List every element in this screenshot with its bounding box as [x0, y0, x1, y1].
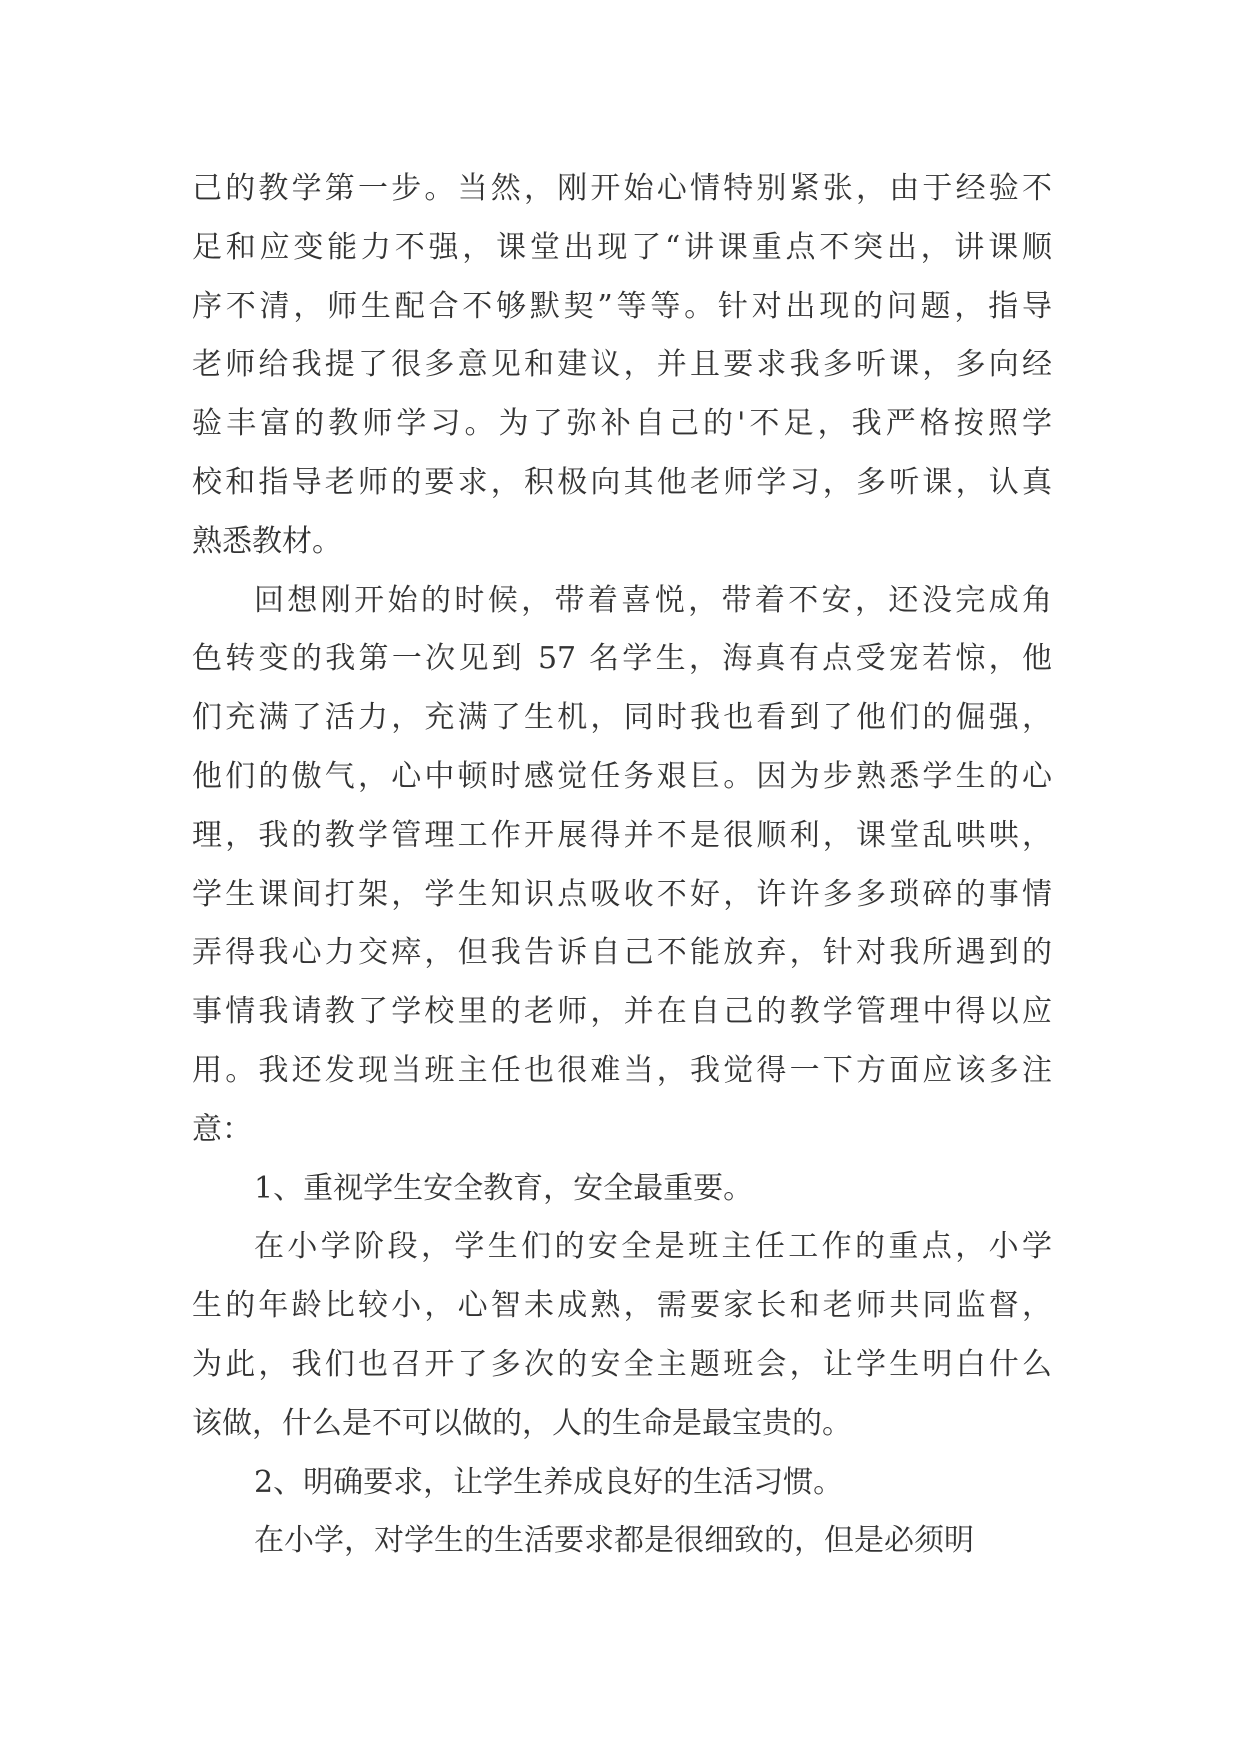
text-line: 生的年龄比较小，心智未成熟，需要家长和老师共同监督，	[192, 1288, 1052, 1324]
text-line: 足和应变能力不强，课堂出现了“讲课重点不突出，讲课顺	[192, 229, 1052, 265]
document-body	[192, 160, 1052, 1571]
text-line: 为此，我们也召开了多次的安全主题班会，让学生明白什么	[192, 1346, 1052, 1382]
text-line: 熟悉教材。	[192, 523, 342, 559]
paragraph-6	[192, 1512, 1052, 1571]
text-line: 事情我请教了学校里的老师，并在自己的教学管理中得以应	[192, 994, 1052, 1030]
text-line: 校和指导老师的要求，积极向其他老师学习，多听课，认真	[192, 464, 1052, 500]
text-line: 用。我还发现当班主任也很难当，我觉得一下方面应该多注	[192, 1052, 1052, 1088]
text-line: 己的教学第一步。当然，刚开始心情特别紧张，由于经验不	[192, 171, 1052, 206]
paragraph-2	[192, 572, 1052, 1160]
text-line: 学生课间打架，学生知识点吸收不好，许许多多琐碎的事情	[192, 876, 1052, 912]
section-heading: 1、重视学生安全教育，安全最重要。	[254, 1170, 754, 1206]
text-line: 该做，什么是不可以做的，人的生命是最宝贵的。	[192, 1405, 852, 1441]
paragraph-4	[192, 1218, 1052, 1453]
text-line: 理，我的教学管理工作开展得并不是很顺利，课堂乱哄哄，	[192, 817, 1052, 853]
text-line: 回想刚开始的时候，带着喜悦，带着不安，还没完成角	[254, 582, 1052, 618]
text-line: 序不清，师生配合不够默契”等等。针对出现的问题，指导	[192, 288, 1052, 324]
text-line: 在小学阶段，学生们的安全是班主任工作的重点，小学	[254, 1229, 1052, 1265]
text-line: 们充满了活力，充满了生机，同时我也看到了他们的倔强，	[192, 700, 1052, 736]
text-line: 意：	[192, 1111, 252, 1147]
text-line: 验丰富的教师学习。为了弥补自己的'不足，我严格按照学	[192, 406, 1052, 442]
text-line: 色转变的我第一次见到 57 名学生，海真有点受宠若惊，他	[192, 641, 1052, 677]
text-line: 老师给我提了很多意见和建议，并且要求我多听课，多向经	[192, 347, 1052, 383]
text-line: 弄得我心力交瘁，但我告诉自己不能放弃，针对我所遇到的	[192, 935, 1052, 971]
section-heading: 2、明确要求，让学生养成良好的生活习惯。	[254, 1464, 844, 1500]
text-line: 在小学，对学生的生活要求都是很细致的，但是必须明	[254, 1523, 974, 1559]
paragraph-3-heading	[192, 1160, 1052, 1219]
paragraph-5-heading	[192, 1454, 1052, 1513]
paragraph-1	[192, 160, 1052, 572]
text-line: 他们的傲气，心中顿时感觉任务艰巨。因为步熟悉学生的心	[192, 758, 1052, 794]
